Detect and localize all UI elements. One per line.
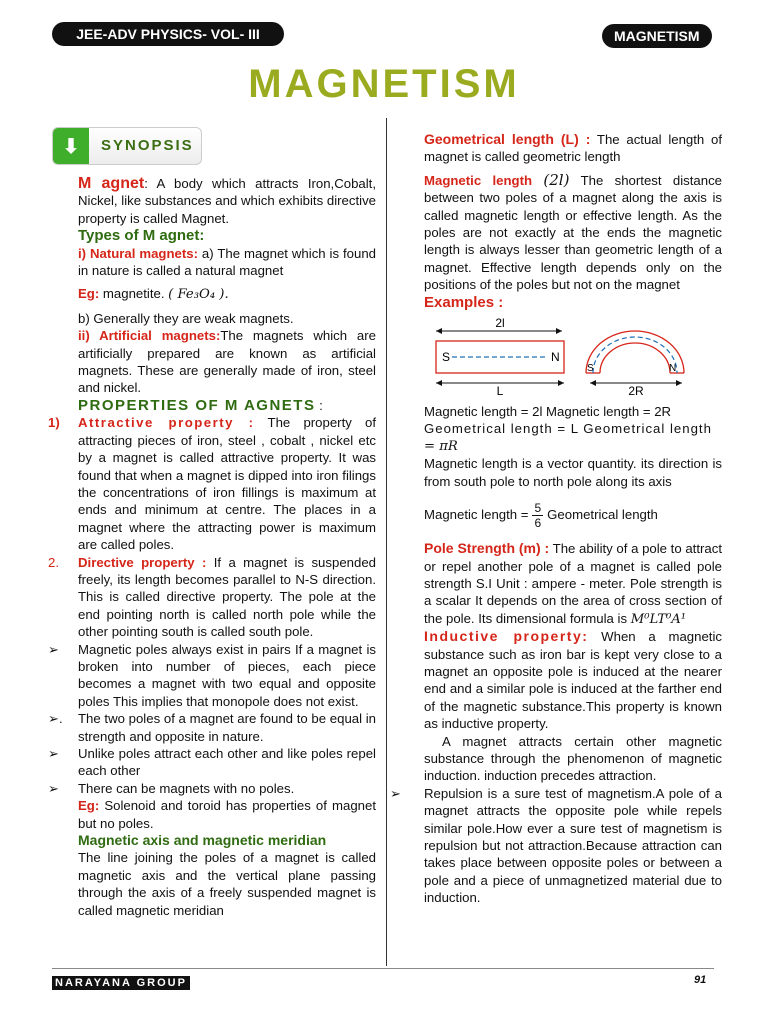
bullet-item [48,641,376,711]
magnet-def-text: : A body which attracts Iron,Cobalt, Nickel, like substances and which exhibits directive property is called Magnet. [78,176,376,226]
example-line-2: Geometrical length = L Geometrical length [424,421,712,437]
fraction [532,501,543,530]
geo-text: The actual length of magnet is called geometric length [424,132,722,165]
header-book-title: JEE-ADV PHYSICS- VOL- III [52,22,284,46]
properties-heading-text: PROPERTIES OF M AGNETS [78,396,316,414]
arc-north-label: N [669,363,677,375]
magnetic-length [424,172,722,294]
arrow-bullet-icon: ➢ [48,641,60,657]
pole-formula: M⁰LT⁰A¹ [630,611,687,627]
property-attractive [48,414,377,553]
ratio-equation [424,496,722,534]
pole-text: The ability of a pole to attract or repel another pole of a magnet is called pole strength S.I Unit : ampere - meter. Pole strength is a scalar It depends on the area of cross section of the pole. Its dimensional formula is [424,541,722,626]
property-text: The property of attracting pieces of iron, steel , cobalt , nickel etc by a magnet is called attractive property. It was found that when a magnet is dipped into iron filings the concentrations of iron fillings is maximum at ends and minimum at centre. The places in a magnet where the attracting power is maximum are called poles. [78,415,377,553]
axis-text: The line joining the poles of a magnet is called magnetic axis and the vertical plane passing through the axis of a freely suspended magnet is called magnetic meridian [78,850,376,918]
artificial-magnets [78,327,376,397]
bullet-text: Unlike poles attract each other and like poles repel each other [78,746,376,779]
example-solenoid [78,797,376,832]
eg1-text: magnetite. [99,286,169,302]
arrow-bullet-icon: ➢ [48,780,60,796]
bar-magnet-figure [436,328,564,386]
arrow-bullet-icon: ➢. [48,711,63,727]
magnet-term: M agnet [78,175,145,192]
bar-north-label: N [551,350,560,365]
mag-symbol: (2l) [543,170,570,189]
arc-magnet-figure [586,331,684,386]
examples-heading: Examples : [424,293,504,311]
natural-magnets [78,245,376,280]
left-column [48,175,377,919]
eg2-label: Eg: [78,798,100,814]
artificial-def: The magnets which are artificially prepared are known as artificial magnets. These are generally made of iron, steel and nickel. [78,328,376,396]
property-text: If a magnet is suspended freely, its length becomes parallel to N-S direction. This is called directive property. The pole at the end pointing north is called north pole while the other pointing south is called south pole. [78,554,376,640]
example-line-1: Magnetic length = 2l Magnetic length = 2R [424,404,672,420]
magnet-diagram [424,317,722,399]
bullet-text: Magnetic poles always exist in pairs If a magnet is broken into number of pieces, each piece becomes a magnet with two equal and opposite poles This implies that monopole does not exist. [78,641,376,709]
property-directive [48,554,376,641]
footer-rule [52,968,714,969]
ind-term: Inductive property: [424,628,589,645]
inductive-property [424,628,722,732]
bullet-item [48,780,376,797]
synopsis-label: SYNOPSIS [101,137,194,154]
page-number: 91 [694,974,707,986]
ratio-left: Magnetic length = [424,507,529,523]
bullet-text: The two poles of a magnet are found to be equal in strength and opposite in nature. [78,711,376,744]
fraction-numerator: 5 [534,500,542,515]
magnet-definition [78,175,376,227]
arc-bottom-label: 2R [628,384,644,399]
property-term: Directive property : [78,554,207,570]
fraction-denominator: 6 [534,515,542,530]
eg2-text: Solenoid and toroid has properties of magnet but no poles. [78,798,376,831]
ratio-right: Geometrical length [547,507,658,523]
bar-top-label: 2l [495,317,505,331]
arc-south-label: S [587,363,594,375]
arrow-down-icon: ⬇ [53,128,89,164]
arrow-bullet-icon: ➢ [48,746,60,761]
vector-text: Magnetic length is a vector quantity. its direction is from south pole to north pole along its axis [424,456,722,489]
synopsis-badge [52,127,202,165]
properties-colon: : [315,397,323,413]
inductive-text-2: A magnet attracts certain other magnetic substance through the phenomenon of magnetic induction. induction precedes attraction. [424,733,722,784]
bullet-item [48,710,376,745]
bullet-item [48,745,376,780]
header-chapter: MAGNETISM [602,24,712,48]
natural-def: a) The magnet which is found in nature is called a natural magnet [78,245,376,279]
properties-heading [78,397,376,414]
magnet-diagram-svg [424,317,722,399]
bullet-text: There can be magnets with no poles. [78,780,295,796]
mag-text: The shortest distance between two poles of a magnet along the axis is called magnetic length or effective length. As the poles are not exactly at the ends the magnetic length is always lesser than geometric length of a magnet. Effective length depends only on the positions of the poles but not on the magnet [424,172,722,293]
repulsion-text: Repulsion is a sure test of magnetism.A pole of a magnet attracts the opposite pole while repels similar pole.How ever a sure test of magnetism is repulsion but not attraction.Because attraction can takes place between opposite poles or between a pole and a piece of unmagnetized material due to induction. [424,785,722,906]
natural-b: b) Generally they are weak magnets. [78,310,294,326]
page-title: MAGNETISM [248,62,520,106]
artificial-term: ii) Artificial magnets: [78,328,221,344]
example-magnetite [78,285,376,303]
arrow-bullet-icon: ➢ [390,785,402,801]
example-line-3: = πR [424,438,458,454]
property-term: Attractive property : [78,415,255,431]
eg1-label: Eg: [78,286,100,302]
repulsion-bullet [390,785,722,907]
bar-south-label: S [442,350,451,365]
mag-term: Magnetic length [424,172,533,188]
geometric-length [424,131,722,166]
property-number: 2. [48,554,59,570]
ind-text: When a magnetic substance such as iron bar is kept very close to a magnet an opposite pole is induced at the nearer end and a similar pole is induced at the farther end of the magnetic substance.This property is known as inductive property. [424,629,722,732]
right-column [390,131,722,907]
column-divider [386,118,387,966]
property-number: 1) [48,415,60,431]
axis-heading: Magnetic axis and magnetic meridian [78,832,327,849]
pole-term: Pole Strength (m) : [424,540,550,557]
geo-term: Geometrical length (L) : [424,131,591,147]
pole-strength [424,540,722,628]
footer-publisher: NARAYANA GROUP [52,976,190,990]
eg1-formula: ( Fe₃O₄ ). [168,287,229,303]
types-heading: Types of M agnet: [78,227,205,245]
bar-bottom-label: L [496,384,504,399]
natural-term: i) Natural magnets: [78,245,198,261]
